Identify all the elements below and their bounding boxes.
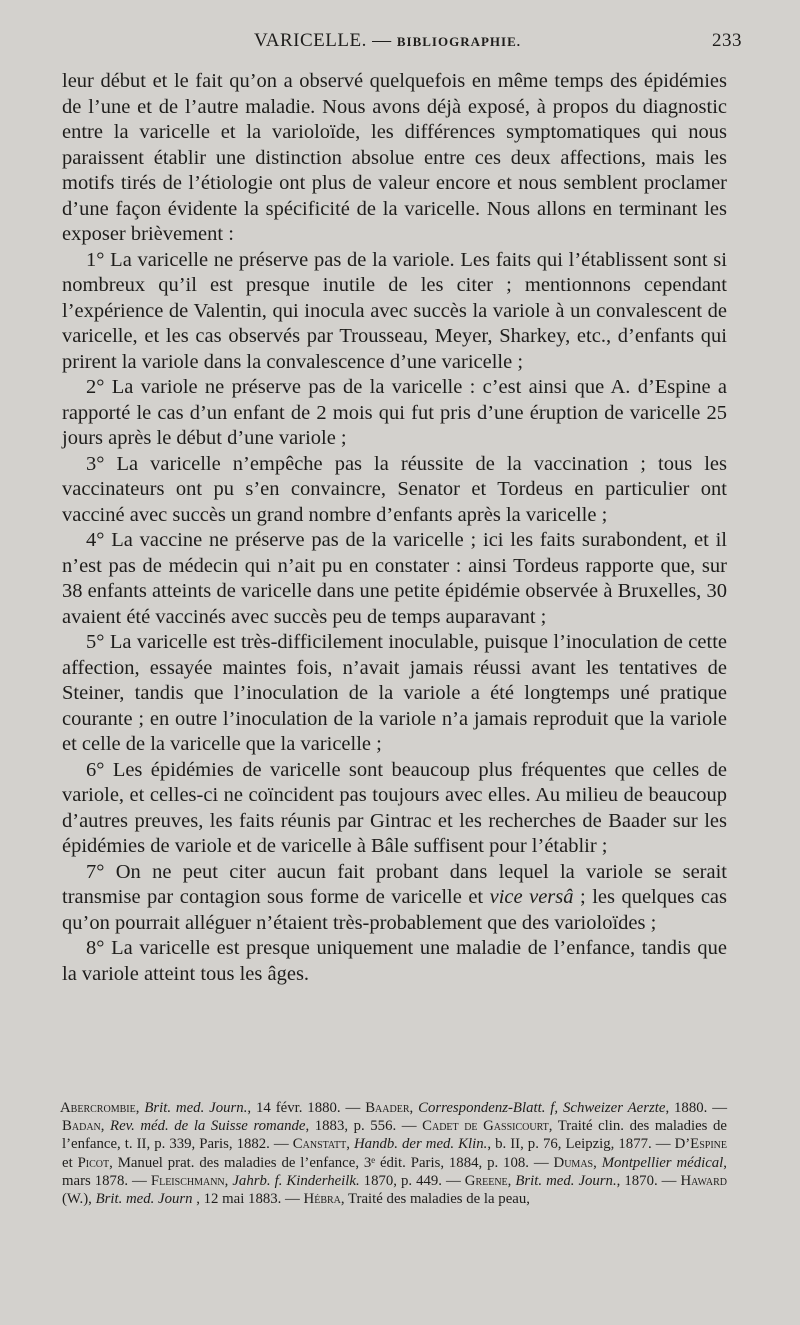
- ref-entry: Cadet de Gassicourt, Traité clin. des maladies de l’enfance, t. II, p. 339, Paris, 1882. —: [62, 1118, 727, 1153]
- ref-entry: Greene, Brit. med. Journ., 1870. —: [464, 1172, 681, 1189]
- ref-author: Cadet de Gassicourt: [422, 1118, 549, 1135]
- ref-author: Abercrombie: [60, 1100, 136, 1116]
- ref-author: Badan: [62, 1118, 101, 1135]
- ref-author: Baader: [365, 1100, 410, 1116]
- ref-author: Fleischmann: [150, 1172, 225, 1189]
- ref-entry: Badan, Rev. méd. de la Suisse romande, 1883, p. 556. —: [62, 1118, 423, 1135]
- ref-author: D’Espine: [674, 1136, 727, 1153]
- ref-author: Canstatt: [292, 1136, 347, 1153]
- ref-entry: Picot, Manuel prat. des maladies de l’enfance, 3ᵉ édit. Paris, 1884, p. 108. —: [77, 1154, 554, 1171]
- argument-item-4: 4° La vaccine ne préserve pas de la varicelle ; ici les faits surabondent, et il n’est pas de médecin qui n’ait pu en constater : ainsi Tordeus rapporte que, sur 38 enfants atteints de varicelle dans une petite épidémie observée à Bruxelles, 30 avaient été vaccinés avec succès peu de temps auparavant ;: [62, 529, 727, 628]
- argument-item-5: 5° La varicelle est très-difficilement inoculable, puisque l’inoculation de cette affection, essayée maintes fois, n’avait jamais réussi avant les tentatives de Steiner, tandis que l’inoculation de la variole a été longtemps uné pratique courante ; en outre l’inoculation de la variole n’a jamais reproduit que la variole et celle de la varicelle que la varicelle ;: [62, 631, 727, 755]
- item7-italic: vice versâ: [489, 886, 574, 908]
- main-text: [62, 69, 727, 987]
- ref-entry: Haward (W.), Brit. med. Journ , 12 mai 1883. —: [62, 1172, 728, 1208]
- ref-author: Picot: [77, 1154, 110, 1171]
- argument-item-8: 8° La varicelle est presque uniquement une maladie de l’enfance, tandis que la variole atteint tous les âges.: [62, 937, 727, 985]
- ref-entry: D’Espine et: [62, 1136, 727, 1171]
- argument-item-3: 3° La varicelle n’empêche pas la réussite de la vaccination ; tous les vaccinateurs ont pu s’en convaincre, Senator et Tordeus en particulier ont vacciné avec succès un grand nombre d’enfants après la varicelle ;: [62, 452, 727, 526]
- ref-author: Greene: [464, 1172, 508, 1189]
- ref-author: Haward: [680, 1172, 728, 1189]
- title-dash: —: [372, 30, 392, 51]
- argument-item-1: 1° La varicelle ne préserve pas de la variole. Les faits qui l’établissent sont si nombreux qu’il est presque inutile de les citer ; mentionnons cependant l’expérience de Valentin, qui inocula avec succès la variole à un convalescent de varicelle, et les cas observés par Trousseau, Meyer, Sharkey, etc., d’enfants qui prirent la variole dans la convalescence d’une varicelle ;: [62, 248, 727, 373]
- ref-author: Hébra: [303, 1191, 341, 1208]
- argument-item-2: 2° La variole ne préserve pas de la varicelle : c’est ainsi que A. d’Espine a rapporté le cas d’un enfant de 2 mois qui fut pris d’une éruption de varicelle 25 jours après le début d’une variole ;: [62, 376, 727, 449]
- ref-entry: Abercrombie, Brit. med. Journ., 14 févr. 1880. —: [60, 1100, 366, 1116]
- ref-entry: Fleischmann, Jahrb. f. Kinderheilk. 1870, p. 449. —: [150, 1172, 465, 1189]
- page-number: 233: [712, 30, 742, 51]
- argument-item-6: 6° Les épidémies de varicelle sont beaucoup plus fréquentes que celles de variole, et celles-ci ne coïncident pas toujours avec elles. Au milieu de beaucoup d’autres preuves, les faits réunis par Gintrac et les recherches de Baader sur les épidémies de variole et de varicelle à Bâle suffisent pour l’établir ;: [62, 758, 727, 857]
- ref-entry: Hébra, Traité des maladies de la peau,: [303, 1191, 530, 1208]
- intro-paragraph: leur début et le fait qu’on a observé quelquefois en même temps des épidémies de l’une et de l’autre maladie. Nous avons déjà exposé, à propos du diagnostic entre la varicelle et la varioloïde, les différences symptomatiques qui nous paraissent établir une distinction absolue entre ces deux affections, mais les motifs tirés de l’étiologie ont plus de valeur encore et nous semblent proclamer d’une façon évidente la spécificité de la varicelle. Nous allons en terminant les exposer brièvement :: [62, 70, 727, 245]
- ref-author: Dumas: [553, 1154, 594, 1171]
- ref-entry: Canstatt, Handb. der med. Klin., b. II, p. 76, Leipzig, 1877. —: [292, 1136, 675, 1153]
- running-header: [62, 30, 742, 60]
- bibliography: [62, 1099, 727, 1208]
- running-title: [254, 30, 521, 52]
- ref-entry: Dumas, Montpellier médical, mars 1878. —: [62, 1154, 727, 1189]
- item7-text-a: 7° On ne peut citer aucun fait probant dans lequel la variole se serait transmise par contagion sous forme de varicelle et: [62, 860, 727, 908]
- ref-entry: Baader, Correspondenz-Blatt. f, Schweizer Aerzte, 1880. —: [365, 1100, 728, 1116]
- item7-text-b: ; les quelques cas qu’on pourrait alléguer n’étaient très-probablement que des varioloïdes ;: [62, 886, 727, 934]
- chapter-title: VARICELLE.: [254, 30, 367, 51]
- section-title: BIBLIOGRAPHIE.: [396, 34, 522, 49]
- argument-item-7: [62, 860, 727, 937]
